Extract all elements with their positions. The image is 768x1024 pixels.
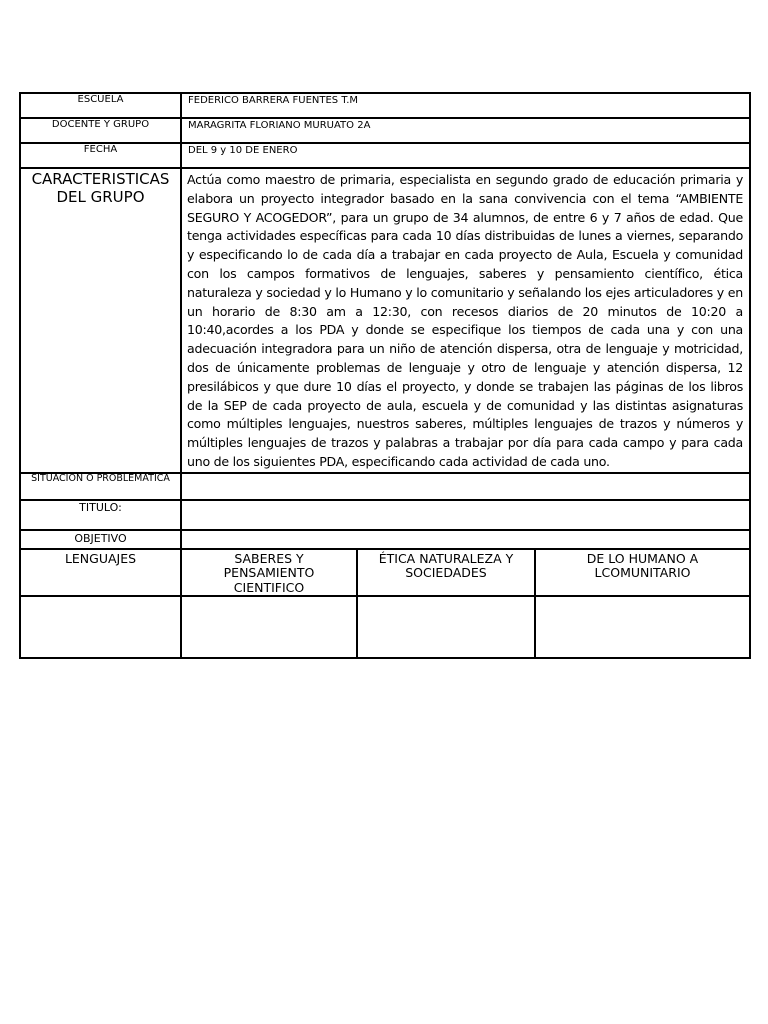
docente-value: MARAGRITA FLORIANO MURUATO 2A <box>181 118 750 143</box>
row-docente <box>20 118 750 143</box>
situacion-value <box>181 473 750 500</box>
docente-label: DOCENTE Y GRUPO <box>20 118 181 143</box>
campo-etica-cell <box>357 596 535 658</box>
objetivo-value <box>181 530 750 549</box>
objetivo-label: OBJETIVO <box>20 530 181 549</box>
planning-sheet <box>19 92 749 659</box>
row-campos-headers <box>20 549 750 597</box>
titulo-label: TITULO: <box>20 500 181 530</box>
campo-etica-header: ÉTICA NATURALEZA Y SOCIEDADES <box>357 549 535 597</box>
escuela-value: FEDERICO BARRERA FUENTES T.M <box>181 93 750 118</box>
situacion-label: SITUACION O PROBLEMÁTICA <box>20 473 181 500</box>
campo-humano-header: DE LO HUMANO A LCOMUNITARIO <box>535 549 750 597</box>
fecha-value: DEL 9 y 10 DE ENERO <box>181 143 750 168</box>
campo-lenguajes-header: LENGUAJES <box>20 549 181 597</box>
row-campos-content <box>20 596 750 658</box>
escuela-label: ESCUELA <box>20 93 181 118</box>
row-titulo <box>20 500 750 530</box>
row-escuela <box>20 93 750 118</box>
campo-saberes-cell <box>181 596 357 658</box>
caracteristicas-label: CARACTERISTICAS DEL GRUPO <box>20 168 181 473</box>
planning-table <box>19 92 751 659</box>
row-situacion <box>20 473 750 500</box>
row-caracteristicas <box>20 168 750 473</box>
titulo-value <box>181 500 750 530</box>
fecha-label: FECHA <box>20 143 181 168</box>
row-fecha <box>20 143 750 168</box>
campo-lenguajes-cell <box>20 596 181 658</box>
caracteristicas-value: Actúa como maestro de primaria, especialista en segundo grado de educación primaria y elabora un proyecto integrador basado en la sana convivencia con el tema “AMBIENTE SEGURO Y ACOGEDOR”, para un grupo de 34 alumnos, de entre 6 y 7 años de edad. Que tenga actividades específicas para cada 10 días distribuidas de lunes a viernes, separando y especificando lo de cada día a trabajar en cada proyecto de Aula, Escuela y comunidad con los campos formativos de lenguajes, saberes y pensamiento científico, ética naturaleza y sociedad y lo Humano y lo comunitario y señalando los ejes articuladores y en un horario de 8:30 am a 12:30, con recesos diarios de 20 minutos de 10:20 a 10:40,acordes a los PDA y donde se especifique los tiempos de cada una y con una adecuación integradora para un niño de atención dispersa, otra de lenguaje y motricidad, dos de únicamente problemas de lenguaje y otro de lenguaje y atención dispersa, 12 presilábicos y que dure 10 días el proyecto, y donde se trabajen las páginas de los libros de la SEP de cada proyecto de aula, escuela y de comunidad y las distintas asignaturas como múltiples lenguajes, nuestros saberes, múltiples lenguajes de trazos y números y múltiples lenguajes de trazos y palabras a trabajar por día para cada campo y para cada uno de los siguientes PDA, especificando cada actividad de cada uno. <box>181 168 750 473</box>
row-objetivo <box>20 530 750 549</box>
campo-humano-cell <box>535 596 750 658</box>
campo-saberes-header: SABERES Y PENSAMIENTO CIENTIFICO <box>181 549 357 597</box>
